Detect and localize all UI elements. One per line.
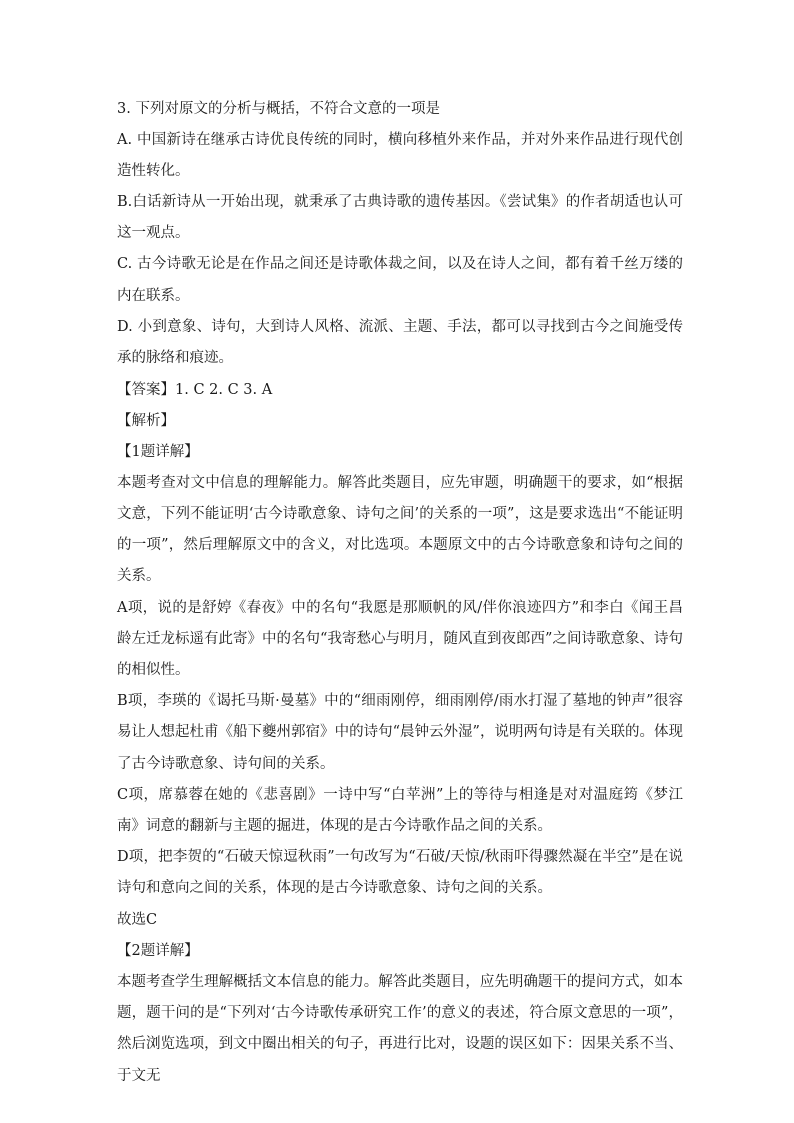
- q1-item-b: B项，李瑛的《谒托马斯·曼墓》中的“细雨刚停，细雨刚停/雨水打湿了墓地的钟声”很容易让人想起杜甫《船下夔州郭宿》中的诗句“晨钟云外湿”，说明两句诗是有关联的。体现了古今诗歌意象、诗句间的关系。: [117, 693, 683, 772]
- q1-item-a: A项，说的是舒婷《春夜》中的名句“我愿是那顺帆的风/伴你浪迹四方”和李白《闻王昌龄左迁龙标遥有此寄》中的名句“我寄愁心与明月，随风直到夜郎西”之间诗歌意象、诗句的相似性。: [117, 599, 683, 678]
- q1-heading: 【1题详解】: [117, 444, 199, 461]
- question-3-option-a: A. 中国新诗在继承古诗优良传统的同时，横向移植外来作品，并对外来作品进行现代创造性转化。: [117, 131, 683, 179]
- question-3-option-d: D. 小到意象、诗句，大到诗人风格、流派、主题、手法，都可以寻找到古今之间施受传承的脉络和痕迹。: [117, 318, 683, 367]
- q2-heading: 【2题详解】: [117, 943, 199, 960]
- document-page: [117, 99, 683, 1097]
- question-3-stem: 3. 下列对原文的分析与概括，不符合文意的一项是: [117, 101, 440, 117]
- q1-item-d: D项，把李贺的“石破天惊逗秋雨”一句改写为“石破/天惊/秋雨吓得骤然凝在半空”是在说诗句和意向之间的关系，体现的是古今诗歌意象、诗句之间的关系。: [117, 849, 683, 897]
- q1-intro: 本题考查对文中信息的理解能力。解答此类题目，应先审题，明确题干的要求，如“根据文意，下列不能证明‘古今诗歌意象、诗句之间’的关系的一项”，这是要求选出“不能证明的一项”，然后理解原文中的含义，对比选项。本题原文中的古今诗歌意象和诗句之间的关系。: [117, 474, 683, 585]
- analysis-heading: 【解析】: [117, 413, 175, 429]
- answer-line: 【答案】1. C 2. C 3. A: [117, 381, 273, 398]
- q1-conclusion: 故选C: [117, 912, 158, 929]
- question-3-option-b: B.白话新诗从一开始出现，就秉承了古典诗歌的遗传基因。《尝试集》的作者胡适也认可这一观点。: [117, 194, 683, 242]
- q1-item-c: C项，席慕蓉在她的《悲喜剧》一诗中写“白苹洲”上的等待与相逢是对对温庭筠《梦江南》词意的翻新与主题的掘进，体现的是古今诗歌作品之间的关系。: [117, 786, 683, 835]
- q2-intro: 本题考查学生理解概括文本信息的能力。解答此类题目，应先明确题干的提问方式，如本题，题干问的是“下列对‘古今诗歌传承研究工作’的意义的表述，符合原文意思的一项”，然后浏览选项，到文中圈出相关的句子，再进行比对，设题的误区如下：因果关系不当、于文无: [117, 974, 683, 1084]
- question-3-option-c: C. 古今诗歌无论是在作品之间还是诗歌体裁之间，以及在诗人之间，都有着千丝万缕的内在联系。: [117, 256, 683, 304]
